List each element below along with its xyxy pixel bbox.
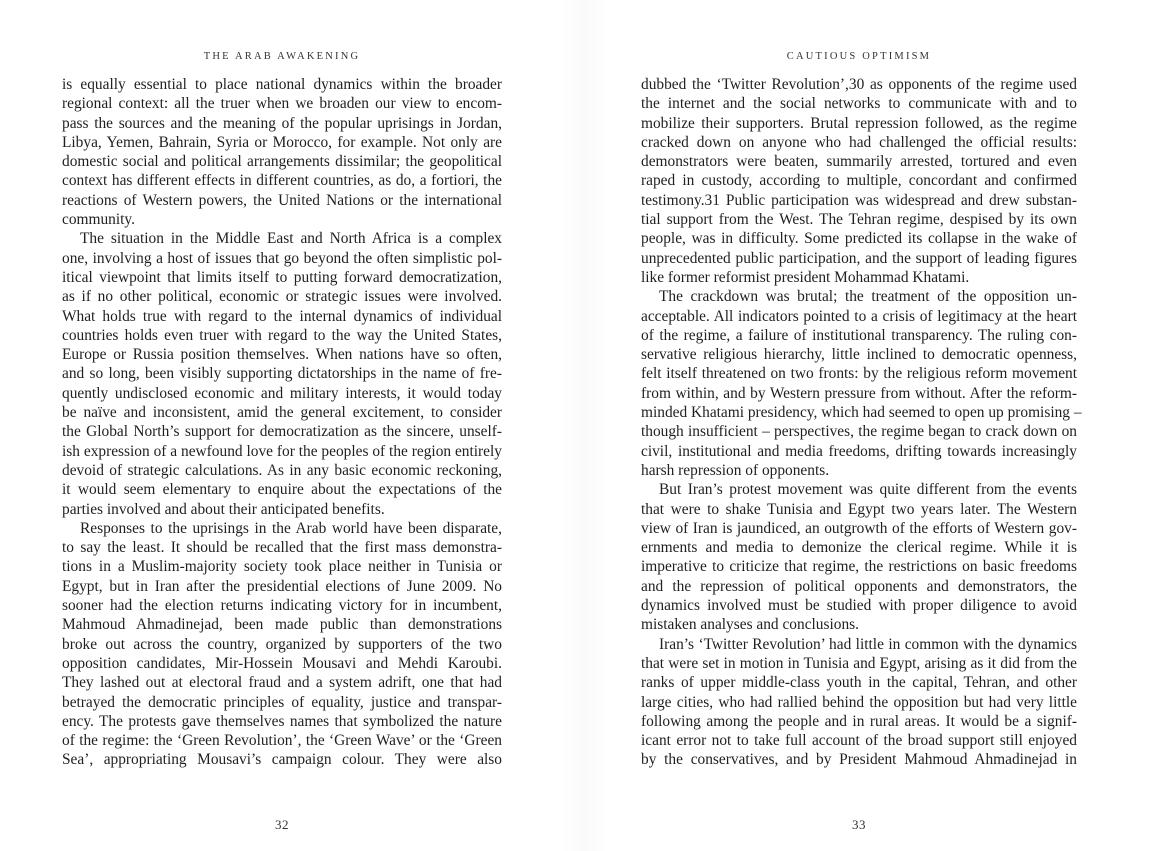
text-line: by the conservatives, and by President Mahmoud Ahmadinejad in xyxy=(641,751,1077,769)
text-line: Iran’s ‘Twitter Revolution’ had little in common with the dynamics xyxy=(659,635,1077,653)
text-line: minded Khatami presidency, which had seemed to open up promising – xyxy=(641,404,1082,422)
text-line: tial support from the West. The Tehran regime, despised by its own xyxy=(641,211,1077,229)
left-page xyxy=(62,0,502,851)
text-line: of the regime: the ‘Green Revolution’, the ‘Green Wave’ or the ‘Green xyxy=(62,732,502,750)
text-line: They lashed out at electoral fraud and a system adrift, one that had xyxy=(62,674,502,692)
text-line: itical viewpoint that limits itself to putting forward democratization, xyxy=(62,268,502,286)
text-line: harsh repression of opponents. xyxy=(641,461,830,479)
text-line: domestic social and political arrangements dissimilar; the geopolitical xyxy=(62,153,502,171)
text-line: from within, and by Western pressure from without. After the reform- xyxy=(641,384,1077,402)
text-line: following among the people and in rural areas. It would be a signif- xyxy=(641,712,1077,730)
text-line: sooner had the election returns indicating victory for in incumbent, xyxy=(62,597,502,615)
text-line: opposition candidates, Mir-Hossein Mousavi and Mehdi Karoubi. xyxy=(62,654,502,672)
text-line: ish expression of a newfound love for the peoples of the region entirely xyxy=(62,442,502,460)
text-line: But Iran’s protest movement was quite different from the events xyxy=(659,481,1077,499)
text-line: cracked down on anyone who had challenged the official results: xyxy=(641,133,1077,151)
text-line: like former reformist president Mohammad Khatami. xyxy=(641,268,970,286)
text-line: icant error not to take full account of the broad support still enjoyed xyxy=(641,732,1077,750)
text-line: The situation in the Middle East and North Africa is a complex xyxy=(80,230,502,248)
text-line: ranks of upper middle-class youth in the capital, Tehran, and other xyxy=(641,674,1077,692)
text-line: What holds true with regard to the internal dynamics of individual xyxy=(62,307,502,325)
text-line: context has different effects in different countries, as do, a fortiori, the xyxy=(62,172,502,190)
text-line: reactions of Western powers, the United Nations or the international xyxy=(62,191,502,209)
running-head-left: THE ARAB AWAKENING xyxy=(203,51,361,62)
text-line: that were set in motion in Tunisia and Egypt, arising as it did from the xyxy=(641,654,1077,672)
running-head-right: CAUTIOUS OPTIMISM xyxy=(786,51,932,62)
text-line: quently undisclosed economic and military interests, it would today xyxy=(62,384,502,402)
text-line: the Global North’s support for democratization as the sincere, unself- xyxy=(62,423,502,441)
text-line: and so long, been visibly supporting dictatorships in the name of fre- xyxy=(62,365,502,383)
text-line: pass the sources and the meaning of the popular uprisings in Jordan, xyxy=(62,114,502,132)
text-line: large cities, who had rallied behind the opposition but had very little xyxy=(641,693,1077,711)
text-line: Sea’, appropriating Mousavi’s campaign colour. They were also xyxy=(62,751,502,769)
page-number-right: 33 xyxy=(852,817,866,832)
text-line: to say the least. It should be recalled that the first mass demonstra- xyxy=(62,539,502,557)
text-line: ernments and media to demonize the clerical regime. While it is xyxy=(641,539,1077,557)
text-line: as if no other political, economic or strategic issues were involved. xyxy=(62,288,502,306)
right-page-body xyxy=(641,75,1082,770)
text-line: ency. The protests gave themselves names that symbolized the nature xyxy=(62,712,502,730)
text-line: regional context: all the truer when we broaden our view to encom- xyxy=(62,95,502,113)
text-line: mobilize their supporters. Brutal repression followed, as the regime xyxy=(641,114,1077,132)
text-line: tions in a Muslim-majority society took place neither in Tunisia or xyxy=(62,558,502,576)
text-line: broke out across the country, organized by supporters of the two xyxy=(62,635,502,653)
text-line: of the regime, a failure of institutional transparency. The ruling con- xyxy=(641,326,1077,344)
text-line: though insufficient – perspectives, the regime began to crack down on xyxy=(641,423,1077,441)
text-line: imperative to criticize that regime, the restrictions on basic freedoms xyxy=(641,558,1077,576)
text-line: unprecedented public participation, and the support of leading figures xyxy=(641,249,1077,267)
text-line: that were to shake Tunisia and Egypt two years later. The Western xyxy=(641,500,1077,518)
text-line: countries holds even truer with regard to the way the United States, xyxy=(62,326,502,344)
text-line: and the repression of political opponents and demonstrators, the xyxy=(641,577,1077,595)
text-line: the internet and the social networks to communicate with and to xyxy=(641,95,1077,113)
text-line: people, was in difficulty. Some predicted its collapse in the wake of xyxy=(641,230,1077,248)
text-line: view of Iran is jaundiced, an outgrowth of the efforts of Western gov- xyxy=(641,519,1077,537)
text-line: Europe or Russia position themselves. When nations have so often, xyxy=(62,346,502,364)
text-line: one, involving a host of issues that go beyond the often simplistic pol- xyxy=(62,249,502,267)
text-line: raped in custody, according to multiple, concordant and confirmed xyxy=(641,172,1077,190)
text-line: The crackdown was brutal; the treatment of the opposition un- xyxy=(659,288,1077,306)
text-line: Egypt, but in Iran after the presidential elections of June 2009. No xyxy=(62,577,502,595)
text-line: servative religious hierarchy, little inclined to democratic openness, xyxy=(641,346,1077,364)
text-line: devoid of strategic calculations. As in any basic economic reckoning, xyxy=(62,461,502,479)
text-line: demonstrators were beaten, summarily arrested, tortured and even xyxy=(641,153,1077,171)
text-line: testimony.31 Public participation was widespread and drew substan- xyxy=(641,191,1077,209)
text-line: is equally essential to place national dynamics within the broader xyxy=(62,76,502,93)
text-line: Libya, Yemen, Bahrain, Syria or Morocco, for example. Not only are xyxy=(62,133,502,151)
text-line: civil, institutional and media freedoms, drifting towards increasingly xyxy=(641,442,1077,460)
text-line: community. xyxy=(62,211,135,229)
gutter-shadow xyxy=(560,0,610,851)
text-line: it would seem elementary to enquire about the expectations of the xyxy=(62,481,502,499)
text-line: betrayed the democratic principles of equality, justice and transpar- xyxy=(62,693,502,711)
text-line: dubbed the ‘Twitter Revolution’,30 as opponents of the regime used xyxy=(641,76,1077,93)
right-page xyxy=(641,0,1082,851)
left-page-body xyxy=(62,75,502,770)
text-line: Responses to the uprisings in the Arab world have been disparate, xyxy=(80,519,502,537)
text-line: Mahmoud Ahmadinejad, been made public than demonstrations xyxy=(62,616,502,634)
text-line: felt itself threatened on two fronts: by the religious reform movement xyxy=(641,365,1077,383)
text-line: dynamics involved must be studied with proper diligence to avoid xyxy=(641,597,1077,615)
text-line: parties involved and about their anticipated benefits. xyxy=(62,500,385,518)
page-number-left: 32 xyxy=(275,817,289,832)
text-line: acceptable. All indicators pointed to a crisis of legitimacy at the heart xyxy=(641,307,1077,325)
text-line: be naïve and inconsistent, amid the general excitement, to consider xyxy=(62,404,502,422)
text-line: mistaken analyses and conclusions. xyxy=(641,616,859,634)
